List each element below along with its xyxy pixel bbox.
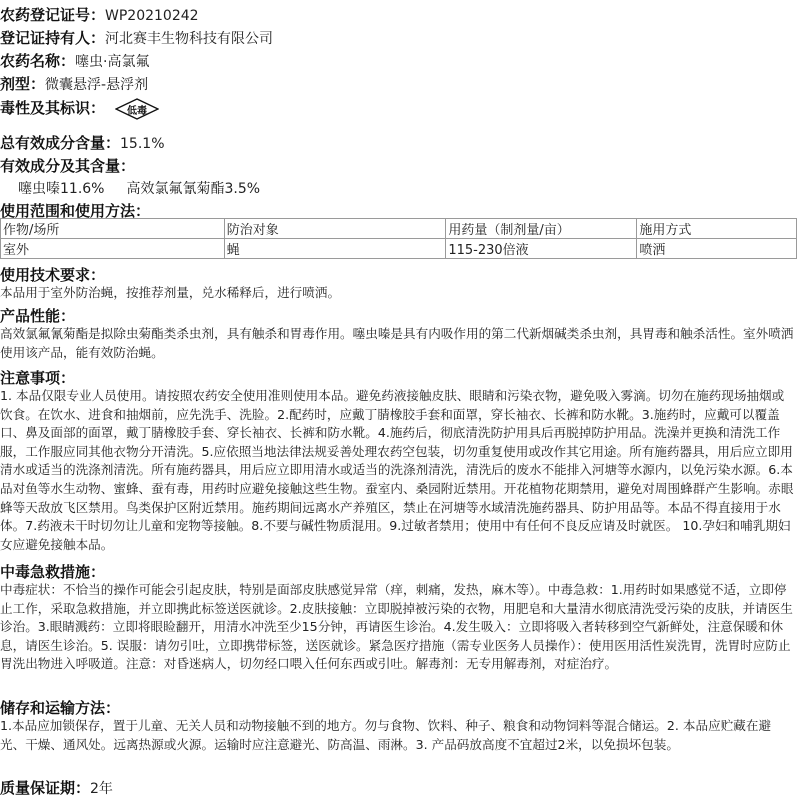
toxicity-row xyxy=(0,97,105,118)
table-cell: 室外 xyxy=(1,239,225,259)
toxicity-label: 毒性及其标识： xyxy=(0,99,106,117)
storage-heading: 储存和运输方法： xyxy=(0,699,121,717)
tech-requirements-text: 本品用于室外防治蝇，按推荐剂量，兑水稀释后，进行喷洒。 xyxy=(0,285,341,300)
table-header-cell: 作物/场所 xyxy=(1,219,225,239)
low-toxicity-badge xyxy=(115,98,159,120)
performance-heading: 产品性能： xyxy=(0,307,76,325)
pesticide-name-label: 农药名称： xyxy=(0,52,76,70)
precautions-text: 1. 本品仅限专业人员使用。请按照农药安全使用准则使用本品。避免药液接触皮肤、眼睛和污染衣物，避免吸入雾滴。切勿在施药现场抽烟或饮食。在饮水、进食和抽烟前，应先洗手、洗脸。2.配药时，应戴丁腈橡胶手套和面罩，穿长袖衣、长裤和防水靴。3.施药时，应戴可以覆盖口、鼻及面部的面罩，戴丁腈橡胶手套、穿长袖衣、长裤和防水靴。4.施药后，彻底清洗防护用具后再脱掉防护用品。洗澡并更换和清洗工作服，工作服应同其他衣物分开清洗。5.应依照当地法律法规妥善处理农药空包装，切勿重复使用或改作其它用途。所有施药器具，用后应立即用清水或适当的洗涤剂清洗。所有施药器具，用后应立即用清水或适当的洗涤剂清洗，清洗后的废水不能排入河塘等水源内，以免污染水源。6.本品对鱼等水生动物、蜜蜂、蚕有毒，用药时应避免接触这些生物。蚕室内、桑园附近禁用。开花植物花期禁用，避免对周围蜂群产生影响。赤眼蜂等天敌放飞区禁用。鸟类保护区附近禁用。施药期间远离水产养殖区，禁止在河塘等水域清洗施药器具、防护用品等。本品不得直接用于水体。7.药液未干时切勿让儿童和宠物等接触。8.不要与碱性物质混用。9.过敏者禁用；使用中有任何不良反应请及时就医。 10.孕妇和哺乳期妇女应避免接触本品。 xyxy=(0,388,794,552)
low-toxicity-text: 低毒 xyxy=(127,106,147,117)
formulation-value: 微囊悬浮-悬浮剂 xyxy=(45,77,149,93)
usage-heading: 使用范围和使用方法： xyxy=(0,202,151,220)
table-header-cell: 用药量（制剂量/亩） xyxy=(446,219,637,239)
total-content-row xyxy=(0,132,165,153)
holder-label: 登记证持有人： xyxy=(0,29,106,47)
table-header-cell: 防治对象 xyxy=(224,219,446,239)
pesticide-name-row xyxy=(0,50,149,71)
ingredient-item: 噻虫嗪11.6% xyxy=(18,181,105,197)
table-header-row xyxy=(1,219,797,239)
registration-value: WP20210242 xyxy=(105,8,199,24)
formulation-row xyxy=(0,73,148,94)
first-aid-heading: 中毒急救措施： xyxy=(0,563,106,581)
usage-table xyxy=(0,218,797,259)
table-header-cell: 施用方式 xyxy=(637,219,797,239)
warranty-value: 2年 xyxy=(90,781,113,797)
storage-text: 1.本品应加锁保存，置于儿童、无关人员和动物接触不到的地方。勿与食物、饮料、种子、粮食和动物饲料等混合储运。2. 本品应贮藏在避光、干燥、通风处。远离热源或火源。运输时应注意避光、防高温、雨淋。3. 产品码放高度不宜超过2米，以免损坏包装。 xyxy=(0,718,772,752)
formulation-label: 剂型： xyxy=(0,75,46,93)
performance-text: 高效氯氟氰菊酯是拟除虫菊酯类杀虫剂，具有触杀和胃毒作用。噻虫嗪是具有内吸作用的第二代新烟碱类杀虫剂，具胃毒和触杀活性。室外喷洒使用该产品，能有效防治蝇。 xyxy=(0,326,794,360)
table-cell: 喷洒 xyxy=(637,239,797,259)
holder-value: 河北赛丰生物科技有限公司 xyxy=(105,31,274,47)
total-content-value: 15.1% xyxy=(120,136,165,152)
ingredients-list xyxy=(18,178,260,198)
warranty-label: 质量保证期： xyxy=(0,779,91,797)
table-cell: 蝇 xyxy=(224,239,446,259)
pesticide-name-value: 噻虫·高氯氟 xyxy=(75,54,150,70)
registration-row xyxy=(0,4,199,25)
first-aid-text: 中毒症状：不恰当的操作可能会引起皮肤，特别是面部皮肤感觉异常（痒，刺痛，发热，麻木等）。中毒急救：1.用药时如果感觉不适，立即停止工作，采取急救措施，并立即携此标签送医就诊。2.皮肤接触：立即脱掉被污染的衣物，用肥皂和大量清水彻底清洗受污染的皮肤，并请医生诊治。3.眼睛溅药：立即将眼睑翻开，用清水冲洗至少15分钟，再请医生诊治。4.发生吸入：立即将吸入者转移到空气新鲜处，注意保暖和休息，请医生诊治。5. 误服：请勿引吐，立即携带标签，送医就诊。紧急医疗措施（需专业医务人员操作）：使用医用活性炭洗胃，洗胃时应防止胃洗出物进入呼吸道。注意：对昏迷病人，切勿经口喂入任何东西或引吐。解毒剂：无专用解毒剂，对症治疗。 xyxy=(0,582,793,672)
table-cell: 115-230倍液 xyxy=(446,239,637,259)
holder-row xyxy=(0,27,273,48)
table-row xyxy=(1,239,797,259)
registration-label: 农药登记证号： xyxy=(0,6,106,24)
ingredient-item: 高效氯氟氰菊酯3.5% xyxy=(126,181,261,197)
precautions-heading: 注意事项： xyxy=(0,369,76,387)
total-content-label: 总有效成分含量： xyxy=(0,134,121,152)
warranty-row xyxy=(0,777,113,798)
ingredients-row xyxy=(0,155,135,176)
tech-requirements-heading: 使用技术要求： xyxy=(0,266,106,284)
ingredients-label: 有效成分及其含量： xyxy=(0,157,136,175)
